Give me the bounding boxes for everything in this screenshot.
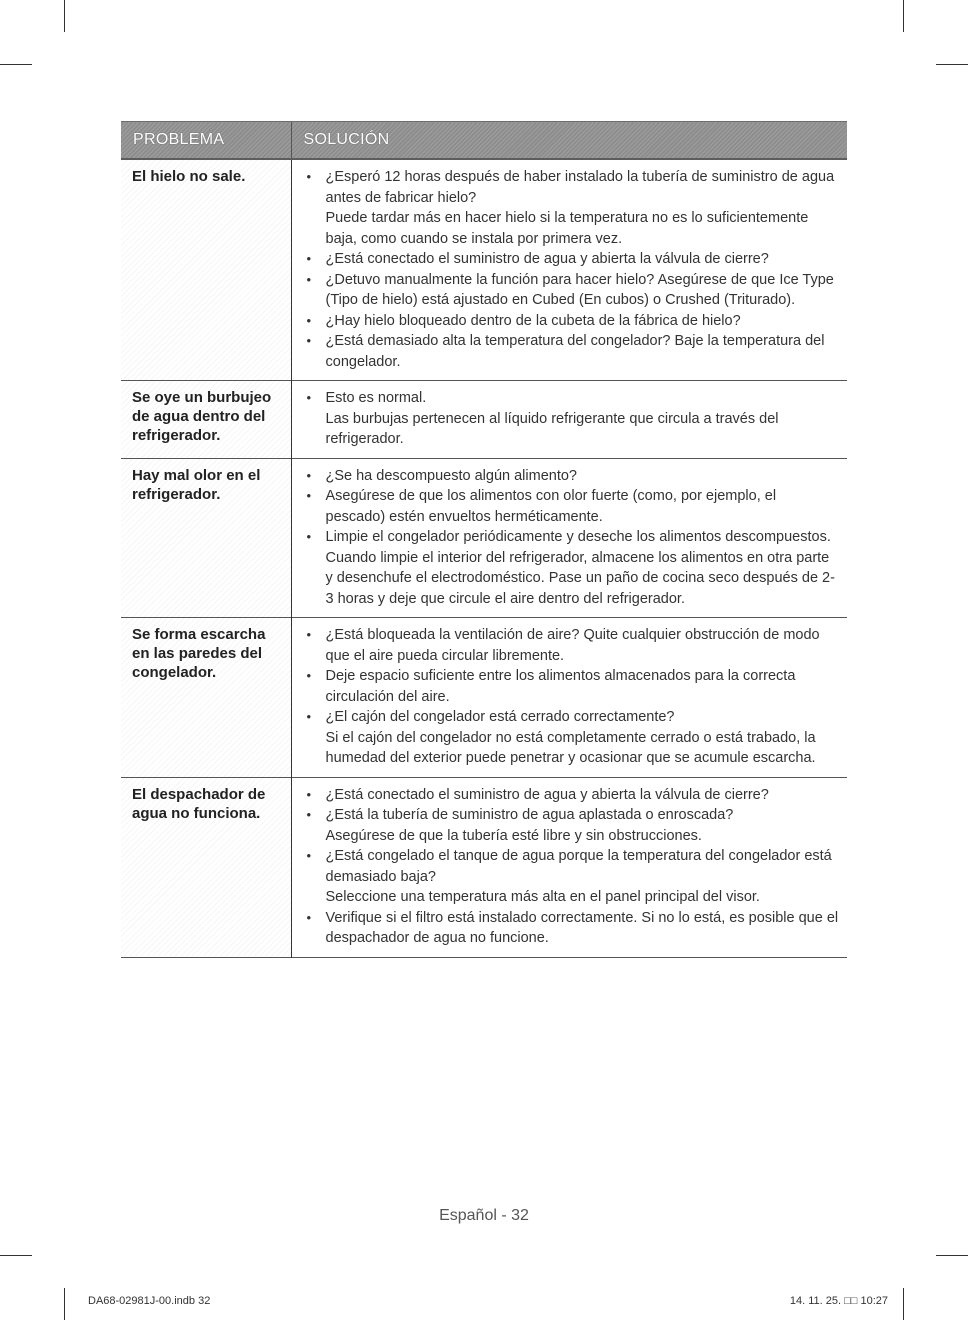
- solution-text: ¿Está la tubería de suministro de agua aplastada o enroscada?: [325, 807, 734, 823]
- table-row: [121, 159, 847, 381]
- solution-item: [304, 311, 840, 332]
- solution-cell: [291, 381, 847, 459]
- header-solution: SOLUCIÓN: [291, 122, 847, 160]
- page-number: Español - 32: [439, 1207, 529, 1224]
- table-body: [121, 159, 847, 957]
- solution-list: [304, 466, 840, 610]
- solution-text: ¿Está bloqueada la ventilación de aire? Quite cualquier obstrucción de modo que el aire pueda circular libremente.: [325, 627, 820, 664]
- solution-item: [304, 785, 840, 806]
- solution-item: [304, 805, 840, 846]
- solution-note: Cuando limpie el interior del refrigerador, almacene los alimentos en otra parte y desenchufe el electrodoméstico. Pase un paño de cocina seco después de 2-3 horas y deje que circule el aire dentro del refrigerador.: [325, 549, 835, 607]
- solution-text: ¿Detuvo manualmente la función para hacer hielo? Asegúrese de que Ice Type (Tipo de hielo) está ajustado en Cubed (En cubos) o Crushed (Triturado).: [325, 271, 834, 308]
- solution-item: [304, 527, 840, 609]
- solution-cell: [291, 159, 847, 381]
- header-problem: PROBLEMA: [121, 122, 291, 160]
- solution-cell: [291, 458, 847, 618]
- solution-list: [304, 167, 840, 372]
- solution-text: ¿Se ha descompuesto algún alimento?: [325, 467, 577, 484]
- solution-text: Limpie el congelador periódicamente y deseche los alimentos descompuestos.: [325, 529, 831, 545]
- solution-cell: [291, 618, 847, 778]
- solution-list: [304, 625, 840, 769]
- crop-mark: [903, 0, 904, 32]
- solution-item: [304, 249, 840, 270]
- table-header-row: [121, 122, 847, 160]
- solution-text: ¿Está congelado el tanque de agua porque la temperatura del congelador está demasiado baja?: [325, 848, 832, 885]
- solution-item: [304, 466, 840, 487]
- crop-mark: [903, 1288, 904, 1320]
- solution-text: ¿Está conectado el suministro de agua y abierta la válvula de cierre?: [325, 251, 769, 267]
- table-row: [121, 381, 847, 459]
- solution-item: [304, 270, 840, 311]
- solution-item: [304, 486, 840, 527]
- table-row: [121, 618, 847, 778]
- solution-text: ¿Esperó 12 horas después de haber instalado la tubería de suministro de agua antes de fabricar hielo?: [325, 169, 835, 206]
- problem-cell: Hay mal olor en el refrigerador.: [121, 458, 291, 618]
- solution-note: Seleccione una temperatura más alta en el panel principal del visor.: [325, 889, 760, 905]
- crop-mark: [936, 64, 968, 65]
- table-row: [121, 458, 847, 618]
- problem-cell: Se oye un burbujeo de agua dentro del refrigerador.: [121, 381, 291, 459]
- solution-text: Deje espacio suficiente entre los alimentos almacenados para la correcta circulación del aire.: [325, 668, 796, 705]
- crop-mark: [64, 1288, 65, 1320]
- solution-text: Asegúrese de que los alimentos con olor fuerte (como, por ejemplo, el pescado) estén envueltos herméticamente.: [325, 488, 777, 525]
- solution-item: [304, 666, 840, 707]
- solution-cell: [291, 777, 847, 957]
- solution-text: ¿El cajón del congelador está cerrado correctamente?: [325, 709, 675, 725]
- table-row: [121, 777, 847, 957]
- crop-mark: [64, 0, 65, 32]
- solution-item: [304, 388, 840, 450]
- solution-list: [304, 785, 840, 949]
- solution-text: Esto es normal.: [325, 390, 427, 406]
- solution-text: ¿Hay hielo bloqueado dentro de la cubeta de la fábrica de hielo?: [325, 312, 741, 329]
- solution-item: [304, 846, 840, 908]
- problem-cell: El hielo no sale.: [121, 159, 291, 381]
- problem-cell: Se forma escarcha en las paredes del congelador.: [121, 618, 291, 778]
- solution-item: [304, 707, 840, 769]
- solution-note: Asegúrese de que la tubería esté libre y sin obstrucciones.: [325, 827, 702, 844]
- troubleshooting-table-container: [121, 121, 847, 958]
- solution-item: [304, 908, 840, 949]
- solution-text: Verifique si el filtro está instalado correctamente. Si no lo está, es posible que el despachador de agua no funcione.: [325, 909, 839, 946]
- solution-text: ¿Está conectado el suministro de agua y abierta la válvula de cierre?: [325, 786, 769, 803]
- footer-file-info: DA68-02981J-00.indb 32: [88, 1295, 211, 1307]
- troubleshooting-table: [121, 121, 847, 958]
- problem-cell: El despachador de agua no funciona.: [121, 777, 291, 957]
- crop-mark: [0, 64, 32, 65]
- crop-mark: [936, 1255, 968, 1256]
- solution-note: Si el cajón del congelador no está completamente cerrado o está trabado, la humedad del exterior puede penetrar y ocasionar que se acumule escarcha.: [325, 729, 816, 766]
- solution-text: ¿Está demasiado alta la temperatura del congelador? Baje la temperatura del congelador.: [325, 333, 825, 370]
- crop-mark: [0, 1255, 32, 1256]
- solution-item: [304, 331, 840, 372]
- solution-item: [304, 167, 840, 249]
- solution-item: [304, 625, 840, 666]
- footer-timestamp: 14. 11. 25. □□ 10:27: [789, 1295, 888, 1307]
- solution-note: Las burbujas pertenecen al líquido refrigerante que circula a través del refrigerador.: [325, 410, 779, 447]
- solution-note: Puede tardar más en hacer hielo si la temperatura no es lo suficientemente baja, como cuando se instala por primera vez.: [325, 210, 809, 247]
- solution-list: [304, 388, 840, 450]
